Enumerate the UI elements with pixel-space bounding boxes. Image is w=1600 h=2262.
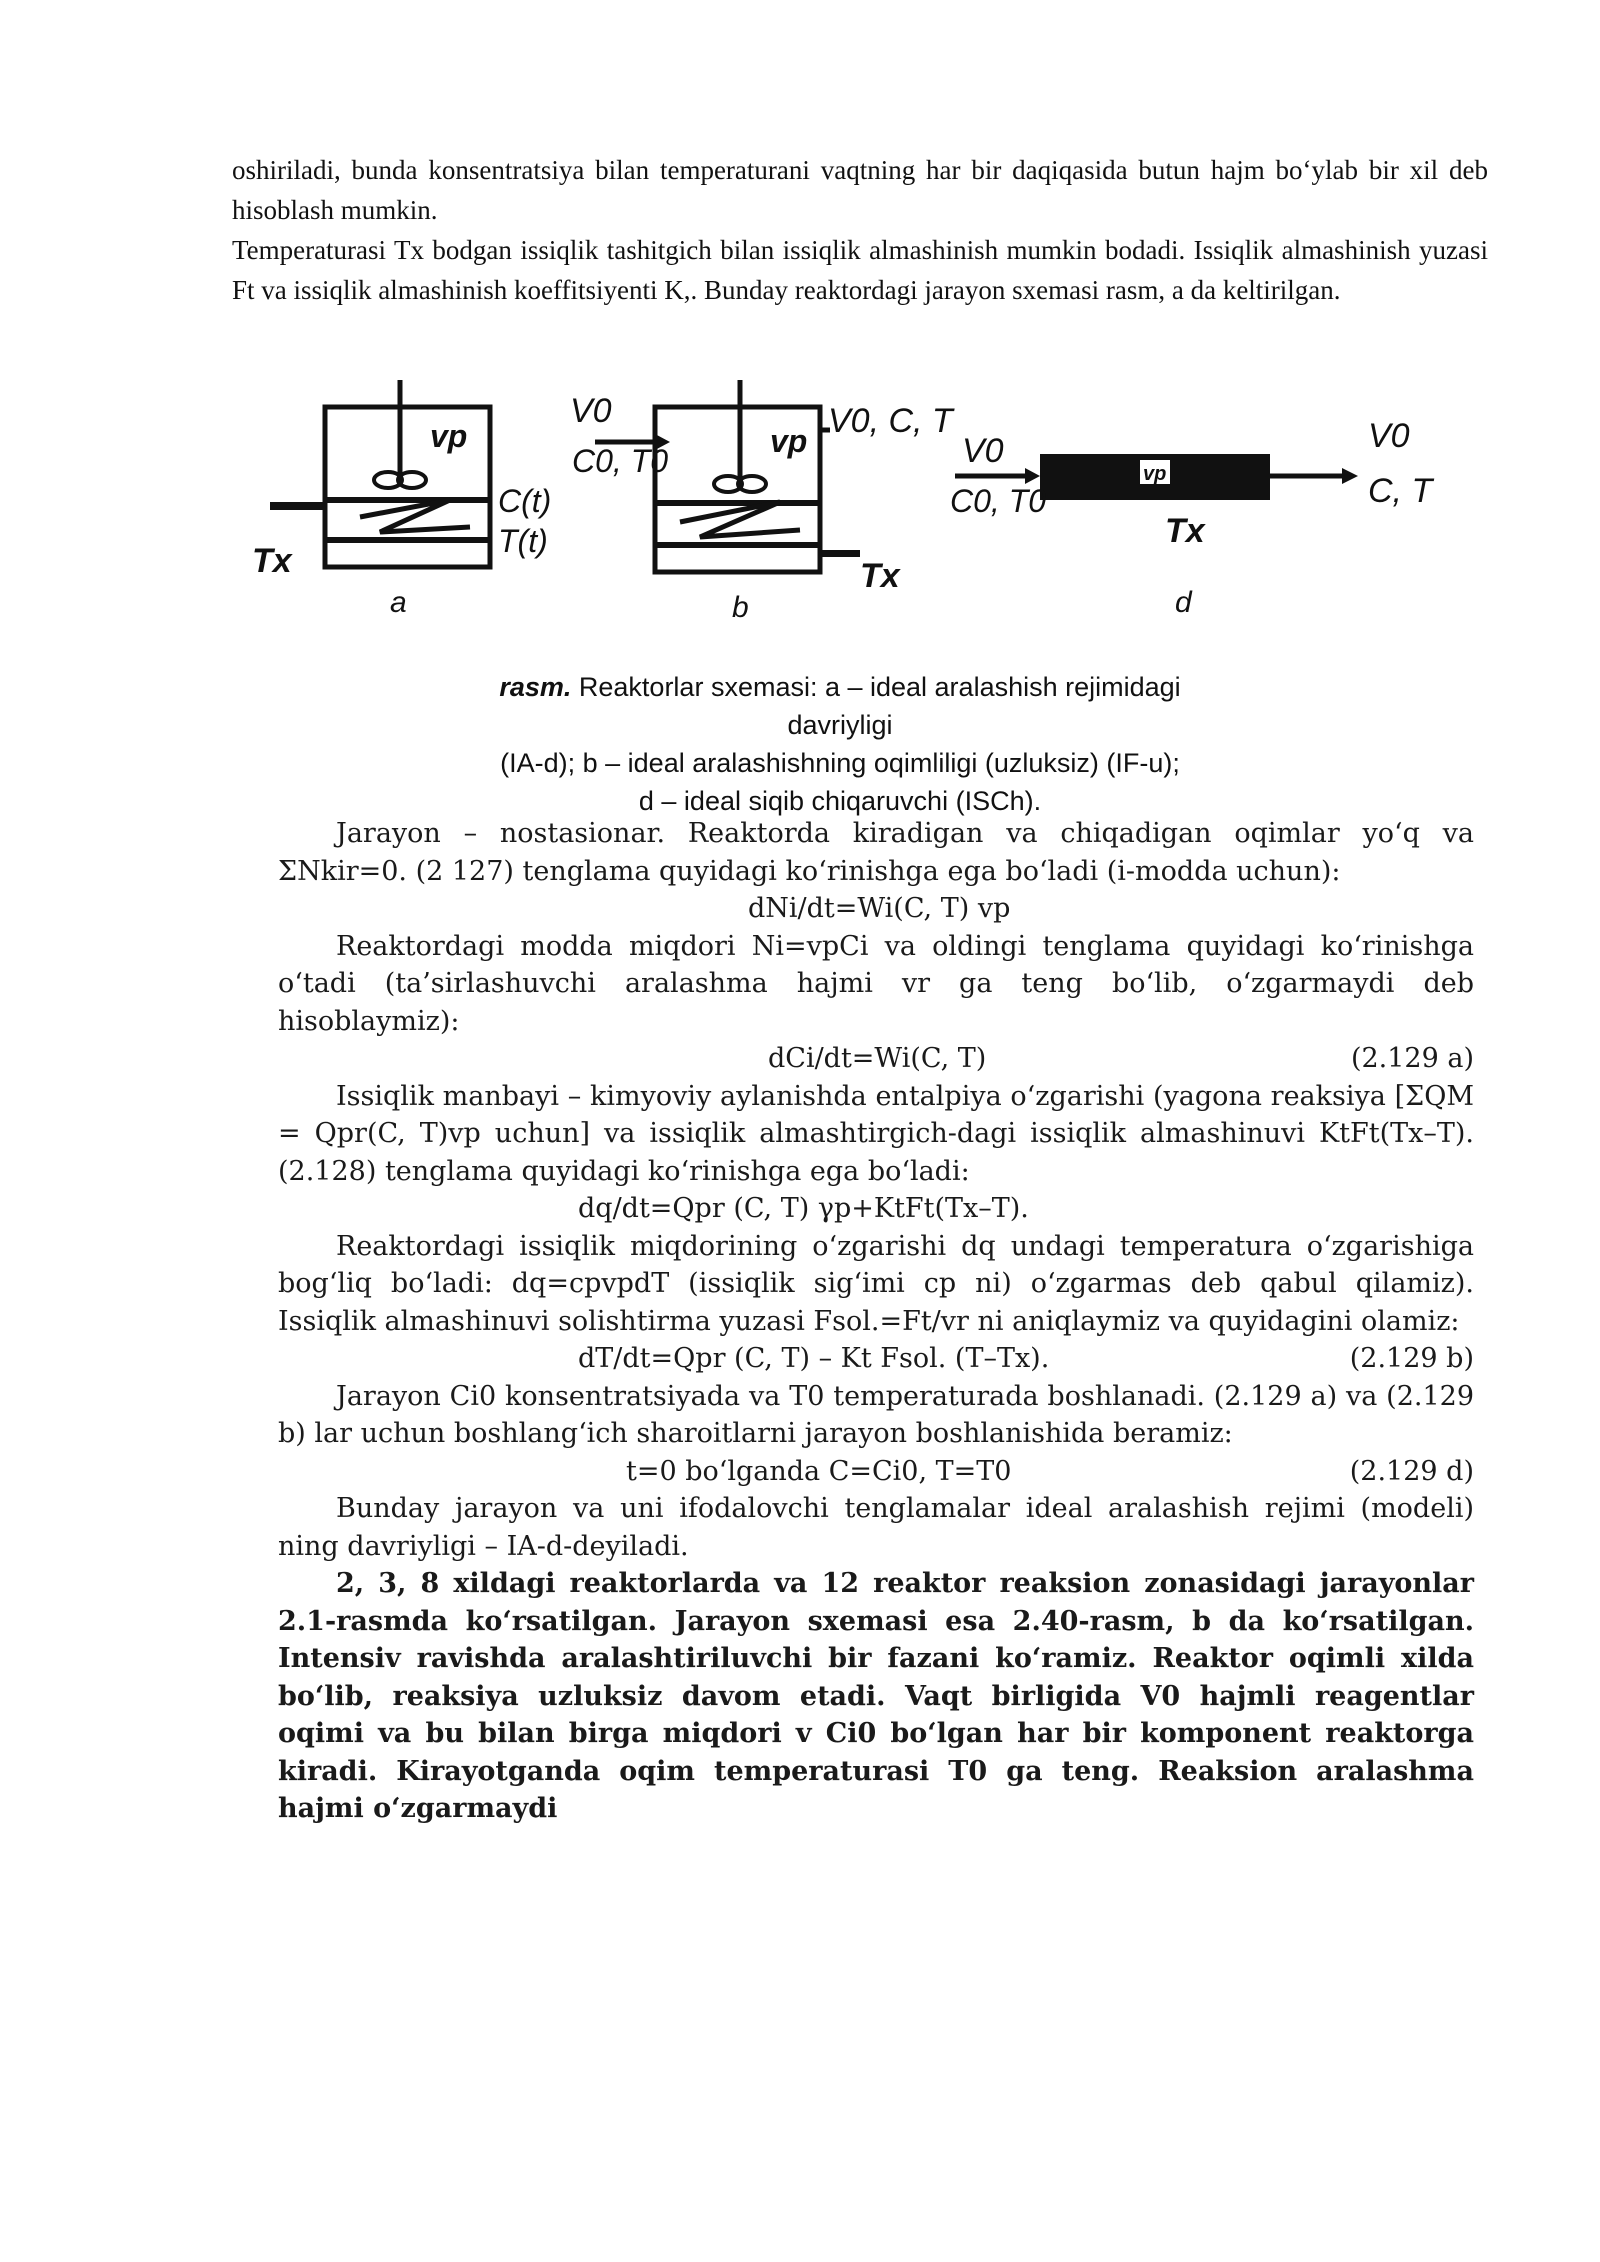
book-paragraph-2: Reaktordagi modda miqdori Ni=vpCi va oldingi tenglama quyidagi ko‘rinishga o‘tadi (ta’sirlashuvchi aralashma hajmi vr ga teng bo‘lib, o‘zgarmaydi deb hisoblaymiz): [278, 930, 1474, 1037]
book-paragraph-1: Jarayon – nostasionar. Reaktorda kiradigan va chiqadigan oqimlar yo‘q va ΣNkir=0. (2 127) tenglama quyidagi ko‘rinishga ega bo‘ladi (i-modda uchun): [278, 818, 1474, 887]
scheme-a-vp: vp [430, 418, 468, 454]
scheme-b-c0t0: C0, T0 [572, 443, 669, 479]
scheme-d-vp: vp [1143, 463, 1167, 485]
caption-line-2: (IA-d); b – ideal aralashishning oqimliligi (uzluksiz) (IF-u); [500, 748, 1180, 778]
scheme-d-out-v: V0 [1368, 417, 1410, 455]
intro-text [232, 150, 1488, 310]
equation-4 [278, 1340, 1474, 1378]
intro-paragraph-2: Temperaturasi Tx bodgan issiqlik tashitgich bilan issiqlik almashinish mumkin bodadi. Issiqlik almashinish yuzasi Ft va issiqlik almashinish koeffitsiyenti K,. Bunday reaktordagi jarayon sxemasi rasm, a da keltirilgan. [232, 235, 1488, 305]
equation-4-formula: dT/dt=Qpr (C, T) – Kt Fsol. (T–Tx). [578, 1343, 1050, 1374]
equation-2-formula: dCi/dt=Wi(C, T) [768, 1043, 987, 1074]
scheme-b-out: V0, C, T [828, 402, 953, 440]
figure-caption [460, 668, 1220, 820]
scheme-b [570, 380, 955, 624]
scheme-d-tx: Tx [1165, 512, 1205, 550]
book-paragraph-6: Bunday jarayon va uni ifodalovchi tenglamalar ideal aralashish rejimi (modeli) ning davriyligi – IA-d-deyiladi. [278, 1493, 1474, 1562]
scheme-b-vp: vp [770, 423, 808, 459]
scheme-d [950, 417, 1434, 619]
scheme-a-t: T(t) [498, 523, 548, 559]
scheme-d-v0: V0 [962, 432, 1004, 470]
scheme-d-c0t0: C0, T0 [950, 483, 1047, 519]
scheme-d-label: d [1175, 586, 1192, 619]
intro-paragraph-1: oshiriladi, bunda konsentratsiya bilan temperaturani vaqtning har bir daqiqasida butun hajm bo‘ylab bir xil deb hisoblash mumkin. [232, 155, 1488, 225]
book-paragraph-5: Jarayon Ci0 konsentratsiyada va T0 temperaturada boshlanadi. (2.129 a) va (2.129 b) lar uchun boshlang‘ich sharoitlarni jarayon boshlanishida beramiz: [278, 1380, 1474, 1449]
scheme-b-tx: Tx [860, 557, 900, 595]
equation-5-number: (2.129 d) [1349, 1455, 1474, 1487]
scheme-b-label: b [732, 591, 749, 624]
scheme-b-v0: V0 [570, 392, 612, 430]
equation-2-number: (2.129 a) [1350, 1043, 1474, 1074]
caption-lead: rasm. [499, 672, 572, 702]
scheme-a-label: a [390, 586, 407, 619]
scheme-a-c: C(t) [498, 483, 552, 519]
book-paragraph-4: Reaktordagi issiqlik miqdorining o‘zgarishi dq undagi temperatura o‘zgarishiga bog‘liq bo‘ladi: dq=cpvpdT (issiqlik sig‘imi cp ni) o‘zgarmas deb qabul qilamiz). Issiqlik almashinuvi solishtirma yuzasi Fsol.=Ft/vr ni aniqlaymiz va quyidagini olamiz: [278, 1230, 1474, 1337]
book-paragraph-7: 2, 3, 8 xildagi reaktorlarda va 12 reaktor reaksion zonasidagi jarayonlar 2.1-rasmda ko‘rsatilgan. Jarayon sxemasi esa 2.40-rasm, b da ko‘rsatilgan. Intensiv ravishda aralashtiriluvchi bir fazani ko‘ramiz. Reaktor oqimli xilda bo‘lib, reaksiya uzluksiz davom etadi. Vaqt birligida V0 hajmli reagentlar oqimi va bu bilan birga miqdori v Ci0 bo‘lgan har bir komponent reaktorga kiradi. Kirayotganda oqim temperaturasi T0 ga teng. Reaksion aralashma hajmi o‘zgarmaydi [278, 1568, 1474, 1824]
equation-2 [278, 1040, 1474, 1078]
equation-3 [278, 1190, 1474, 1228]
equation-1 [278, 890, 1474, 928]
equation-5 [278, 1453, 1474, 1491]
scheme-a-tx: Tx [252, 542, 292, 580]
book-paragraph-3: Issiqlik manbayi – kimyoviy aylanishda entalpiya o‘zgarishi (yagona reaksiya [ΣQM = Qpr(C, T)vp uchun] va issiqlik almashtirgich-dagi issiqlik almashinuvi KtFt(Tx–T). (2.128) tenglama quyidagi ko‘rinishga ega bo‘ladi: [278, 1080, 1474, 1187]
reactor-schemes-figure [250, 372, 1440, 672]
equation-1-formula: dNi/dt=Wi(C, T) vp [748, 893, 1011, 924]
scheme-d-out-ct: C, T [1368, 472, 1433, 510]
caption-line-3: d – ideal siqib chiqaruvchi (ISCh). [638, 786, 1042, 816]
scheme-a [252, 380, 551, 619]
caption-line-1: Reaktorlar sxemasi: a – ideal aralashish rejimidagi davriyligi [571, 672, 1181, 740]
equation-4-number: (2.129 b) [1349, 1343, 1474, 1374]
scanned-book-text [278, 815, 1474, 1828]
equation-5-formula: t=0 bo‘lganda C=Ci0, T=T0 [626, 1455, 1012, 1487]
equation-3-formula: dq/dt=Qpr (C, T) γp+KtFt(Tx–T). [578, 1193, 1029, 1224]
